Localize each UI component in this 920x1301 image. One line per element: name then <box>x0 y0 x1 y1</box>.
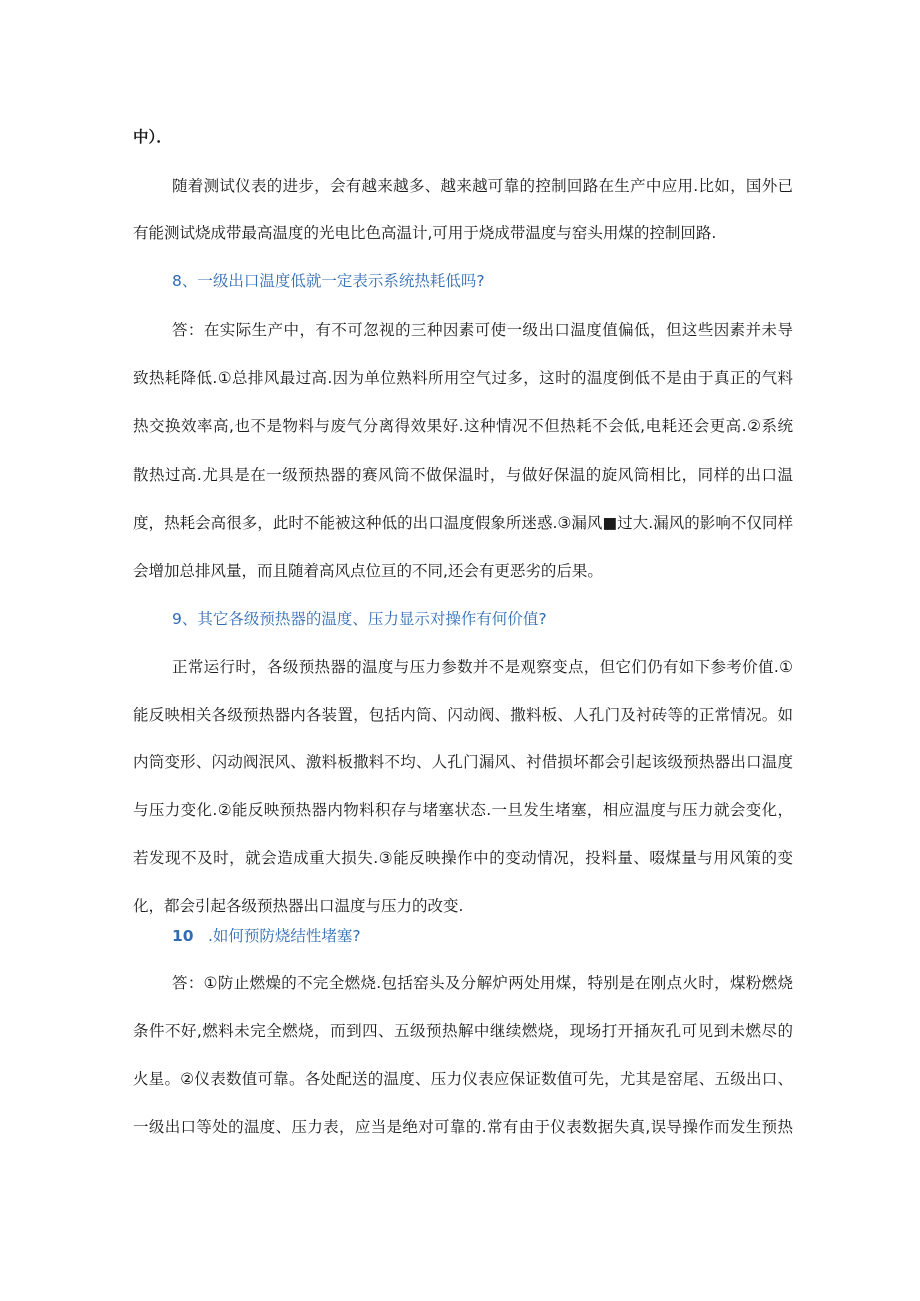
q8-line-1: 答：在实际生产中，有不可忽视的三种因素可使一级出口温度值偏低，但这些因素并未导 <box>172 321 793 339</box>
q8-line-2: 致热耗降低.①总排风最过高.因为单位熟料所用空气过多，这时的温度倒低不是由于真正的气料 <box>133 369 793 387</box>
q9-line-6: 化，都会引起各级预热器出口温度与压力的改变. <box>133 897 464 915</box>
q10-line-1: 答：①防止燃燥的不完全燃烧.包括窑头及分解炉两处用煤，特别是在刚点火时，煤粉燃烧 <box>172 974 793 992</box>
q8-heading: 8、一级出口温度低就一定表示系统热耗低吗? <box>172 272 485 290</box>
q10-line-4: 一级出口等处的温度、压力表，应当是绝对可靠的.常有由于仪表数据失真,误导操作而发生预热 <box>133 1118 793 1136</box>
q9-line-3: 内筒变形、闪动阀泯风、激料板撒料不均、人孔门漏风、衬借损坏都会引起该级预热器出口温度 <box>133 753 793 771</box>
q9-line-2: 能反映相关各级预热器内各装置，包括内筒、闪动阀、撒料板、人孔门及衬砖等的正常情况。如 <box>133 706 793 724</box>
intro-line-2: 有能测试烧成带最高温度的光电比色高温计,可用于烧成带温度与窑头用煤的控制回路. <box>133 224 717 242</box>
q8-line-6: 会增加总排风量，而且随着高风点位亘的不同,还会有更恶劣的后果。 <box>133 562 603 580</box>
q8-line-3: 热交换效率高,也不是物料与废气分离得效果好.这种情况不但热耗不会低,电耗还会更高.②系统 <box>133 417 793 435</box>
q8-line-5: 度，热耗会高很多，此时不能被这种低的出口温度假象所迷惑.③漏风■过大.漏风的影响不仅同样 <box>133 514 793 532</box>
q10-heading-text: .如何预防烧结性堵塞? <box>208 927 361 945</box>
q9-line-5: 若发现不及时，就会造成重大损失.③能反映操作中的变动情况，投料量、啜煤量与用风策的变 <box>133 849 793 867</box>
q10-line-3: 火星。②仪表数值可靠。各处配送的温度、压力仪表应保证数值可先，尤其是窑尾、五级出口、 <box>133 1070 793 1088</box>
q8-line-4: 散热过高.尤具是在一级预热器的赛风筒不做保温时，与做好保温的旋风筒相比，同样的出口温 <box>133 466 793 484</box>
q9-heading: 9、其它各级预热器的温度、压力显示对操作有何价值? <box>172 610 547 628</box>
q10-heading <box>172 926 793 946</box>
q9-line-4: 与压力变化.②能反映预热器内物料积存与堵塞状态.一旦发生堵塞，相应温度与压力就会变化， <box>133 801 793 819</box>
fragment-line: 中）． <box>133 128 172 146</box>
q10-line-2: 条件不好,燃料未完全燃烧，而到四、五级预热解中继续燃烧，现场打开捅灰孔可见到未燃尽的 <box>133 1022 793 1040</box>
q10-number: 10 <box>172 927 194 945</box>
q9-line-1: 正常运行时，各级预热器的温度与压力参数并不是观察变点，但它们仍有如下参考价值.① <box>172 658 793 676</box>
intro-line-1: 随着测试仪表的进步，会有越来越多、越来越可靠的控制回路在生产中应用.比如，国外已 <box>172 177 793 195</box>
